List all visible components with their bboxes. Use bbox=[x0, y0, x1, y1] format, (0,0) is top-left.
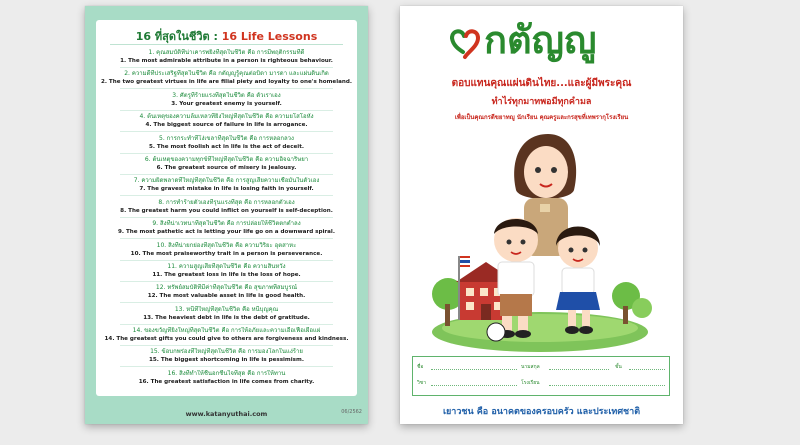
lesson-english: 2. The two greatest virtues in life are filial piety and loyalty to one's homeland. bbox=[100, 79, 353, 86]
name-label: ชื่อ bbox=[417, 364, 424, 370]
lesson-english: 4. The biggest source of failure in life is arrogance. bbox=[145, 122, 308, 129]
lesson-item bbox=[100, 220, 353, 241]
class-field[interactable] bbox=[629, 369, 665, 370]
lesson-english: 14. The greatest gifts you could give to others are forgiveness and kindness. bbox=[104, 336, 349, 343]
subject-field[interactable] bbox=[431, 385, 517, 386]
lesson-divider bbox=[120, 67, 333, 68]
lesson-divider bbox=[120, 302, 333, 303]
form-row-name bbox=[417, 363, 665, 375]
lesson-item bbox=[100, 348, 353, 369]
lesson-divider bbox=[120, 217, 333, 218]
lesson-divider bbox=[120, 260, 333, 261]
lesson-item bbox=[100, 263, 353, 284]
lesson-thai: 12. ทรัพย์สมบัติที่มีค่าที่สุดในชีวิต คือ สุขภาพที่สมบูรณ์ bbox=[155, 284, 298, 292]
lesson-english: 6. The greatest source of misery is jealousy. bbox=[156, 164, 297, 171]
lesson-divider bbox=[120, 238, 333, 239]
lesson-english: 9. The most pathetic act is letting your life go on a downward spiral. bbox=[118, 229, 335, 236]
lesson-item bbox=[100, 113, 353, 134]
lesson-thai: 3. ศัตรูที่ร้ายแรงที่สุดในชีวิต คือ ตัวเราเอง bbox=[172, 91, 281, 99]
lesson-item bbox=[100, 92, 353, 113]
lesson-divider bbox=[120, 153, 333, 154]
front-cover-booklet bbox=[400, 6, 683, 424]
lesson-divider bbox=[120, 195, 333, 196]
lesson-english: 11. The greatest loss in life is the loss of hope. bbox=[152, 271, 301, 278]
surname-label: นามสกุล bbox=[521, 364, 540, 370]
lesson-divider bbox=[120, 174, 333, 175]
lesson-thai: 5. การกระทำที่โง่เขลาที่สุดในชีวิต คือ การหลอกลวง bbox=[159, 134, 294, 142]
lesson-english: 12. The most valuable asset in life is good health. bbox=[147, 293, 306, 300]
lesson-item bbox=[100, 327, 353, 348]
subject-label: วิชา bbox=[417, 380, 427, 386]
student-info-form bbox=[412, 356, 670, 396]
cover-title: กตัญญู bbox=[484, 18, 597, 62]
lesson-divider bbox=[120, 345, 333, 346]
print-code: 06/2562 bbox=[341, 409, 362, 415]
lesson-thai: 13. หนี้ที่ใหญ่ที่สุดในชีวิต คือ หนี้บุญคุณ bbox=[174, 305, 279, 313]
lesson-item bbox=[100, 242, 353, 263]
life-lessons-panel bbox=[96, 20, 357, 396]
lesson-divider bbox=[120, 88, 333, 89]
teacher-and-students-illustration bbox=[430, 124, 660, 360]
lessons-heading-separator: : bbox=[209, 30, 222, 43]
lesson-english: 7. The gravest mistake in life is losing faith in yourself. bbox=[139, 186, 314, 193]
lesson-divider bbox=[120, 324, 333, 325]
lesson-item bbox=[100, 306, 353, 327]
lesson-thai: 16. สิ่งที่ทำให้ชื่นอกชื่นใจที่สุด คือ การให้ทาน bbox=[167, 369, 286, 377]
lesson-thai: 2. ความดีที่ประเสริฐที่สุดในชีวิต คือ กตัญญูรู้คุณต่อบิดา มารดา และแผ่นดินเกิด bbox=[124, 70, 329, 78]
lesson-english: 10. The most praiseworthy trait in a person is perseverance. bbox=[130, 250, 323, 257]
class-label: ชั้น bbox=[615, 364, 622, 370]
lesson-divider bbox=[120, 110, 333, 111]
lesson-item bbox=[100, 177, 353, 198]
lesson-divider bbox=[120, 131, 333, 132]
lesson-item bbox=[100, 70, 353, 91]
lesson-divider bbox=[120, 281, 333, 282]
lesson-thai: 11. ความสูญเสียที่สุดในชีวิต คือ ความสิ้นหวัง bbox=[167, 262, 286, 270]
website-url: www.katanyuthai.com bbox=[185, 410, 268, 418]
cover-subtitle-2: ทำไร่ทุกมาทพอมีทุกคำมล bbox=[491, 97, 592, 107]
lesson-thai: 10. สิ่งที่น่ายกย่องที่สุดในชีวิต คือ ความวิริยะ อุตสาหะ bbox=[156, 241, 297, 249]
lesson-english: 5. The most foolish act in life is the act of deceit. bbox=[148, 143, 305, 150]
school-label: โรงเรียน bbox=[521, 380, 540, 386]
lesson-english: 13. The heaviest debt in life is the debt of gratitude. bbox=[143, 314, 310, 321]
lesson-thai: 8. การทำร้ายตัวเองที่รุนแรงที่สุด คือ การหลอกตัวเอง bbox=[158, 198, 295, 206]
lesson-thai: 4. ต้นเหตุของความล้มเหลวที่ยิ่งใหญ่ที่สุดในชีวิต คือ ความยโสโอหัง bbox=[139, 113, 314, 121]
surname-field[interactable] bbox=[549, 369, 609, 370]
lessons-heading-english: 16 Life Lessons bbox=[221, 30, 318, 43]
lesson-item bbox=[100, 370, 353, 391]
lesson-english: 1. The most admirable attribute in a person is righteous behaviour. bbox=[120, 58, 333, 64]
lesson-thai: 9. สิ่งที่น่าเวทนาที่สุดในชีวิต คือ การปล่อยให้ชีวิตตกต่ำลง bbox=[152, 220, 301, 228]
name-field[interactable] bbox=[431, 369, 517, 370]
cover-subtitle-3: เพื่อเป็นคุณกรตีขยาทญู นักเรียน คุณครูและกรสุขที่เทพรากุโรงเรียน bbox=[454, 114, 629, 121]
lesson-item bbox=[100, 199, 353, 220]
school-field[interactable] bbox=[549, 385, 665, 386]
lesson-item bbox=[100, 284, 353, 305]
cover-slogan: เยาวชน คือ อนาคตของครอบครัว และประเทศชาติ bbox=[442, 407, 641, 417]
lesson-english: 16. The greatest satisfaction in life comes from charity. bbox=[138, 378, 315, 385]
cover-subtitle-1: ตอบแทนคุณแผ่นดินไทย...และผู้มีพระคุณ bbox=[451, 78, 632, 89]
lesson-divider bbox=[120, 366, 333, 367]
lesson-thai: 1. คุณสมบัติที่น่าเคารพยิ่งที่สุดในชีวิต คือ การมีพฤติกรรมที่ดี bbox=[148, 49, 305, 56]
lesson-english: 8. The greatest harm you could inflict on yourself is self-deception. bbox=[120, 207, 333, 214]
heading-divider bbox=[110, 44, 343, 45]
lesson-item bbox=[100, 156, 353, 177]
lesson-item bbox=[100, 49, 353, 70]
form-row-subject bbox=[417, 379, 665, 391]
lesson-thai: 15. ข้อบกพร่องที่ใหญ่ที่สุดในชีวิต คือ การมองโลกในแง่ร้าย bbox=[150, 348, 303, 356]
lesson-thai: 14. ของขวัญที่ยิ่งใหญ่ที่สุดในชีวิต คือ การให้อภัยและความเอื้อเฟื้อเผื่อแผ่ bbox=[132, 327, 321, 335]
lesson-item bbox=[100, 135, 353, 156]
lessons-heading bbox=[96, 27, 357, 45]
lesson-english: 3. Your greatest enemy is yourself. bbox=[171, 100, 282, 107]
lesson-thai: 7. ความผิดพลาดที่ใหญ่ที่สุดในชีวิต คือ การสูญเสียความเชื่อมั่นในตัวเอง bbox=[133, 177, 320, 185]
heart-logo-icon bbox=[448, 26, 482, 60]
lesson-thai: 6. ต้นเหตุของความทุกข์ที่ใหญ่ที่สุดในชีวิต คือ ความอิจฉาริษยา bbox=[144, 155, 309, 163]
lesson-english: 15. The biggest shortcoming in life is pessimism. bbox=[149, 357, 304, 364]
back-cover-booklet bbox=[85, 6, 368, 424]
lessons-list bbox=[100, 49, 353, 391]
lessons-heading-thai: 16 ที่สุดในชีวิต bbox=[135, 30, 210, 43]
